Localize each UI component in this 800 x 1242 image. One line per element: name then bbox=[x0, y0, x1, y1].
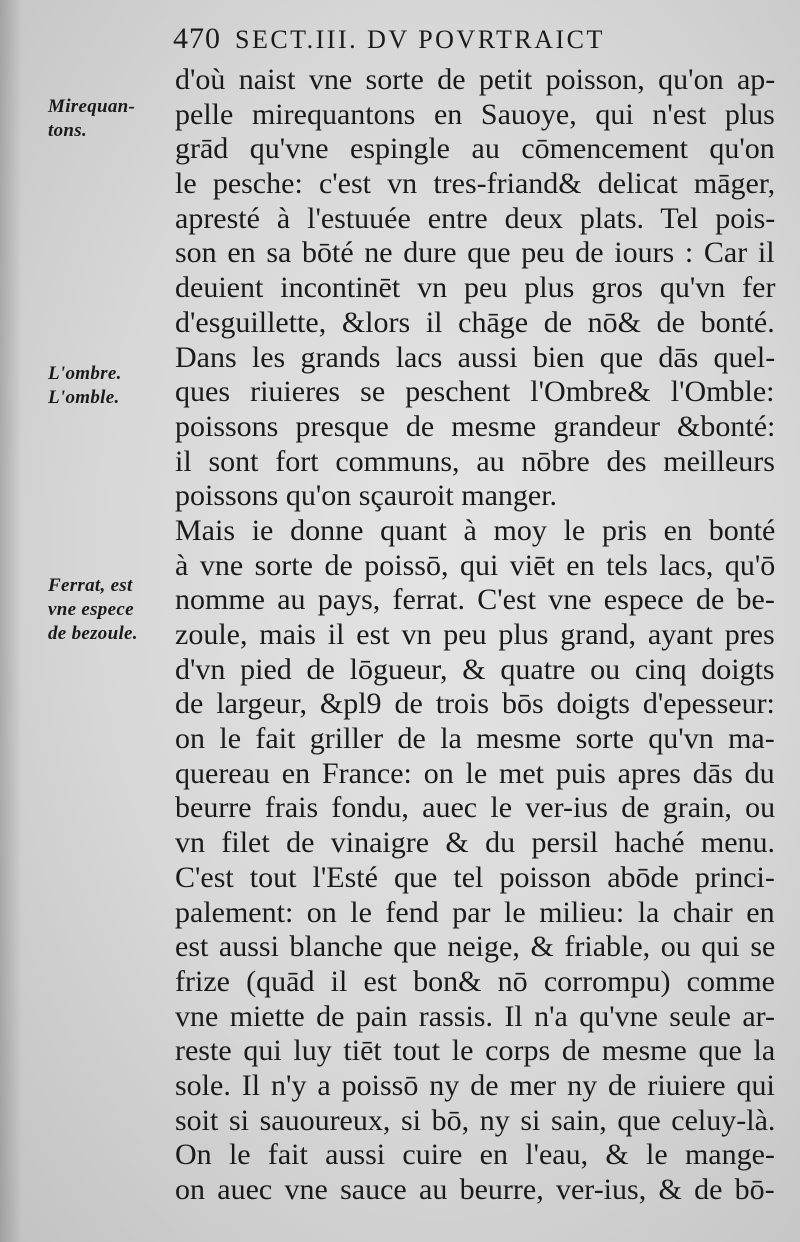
side-note-line: tons. bbox=[48, 120, 87, 141]
side-note-line: Ferrat, est bbox=[48, 575, 133, 596]
text-line: il sont fort communs, au nōbre des meilleurs bbox=[175, 444, 775, 478]
body-text bbox=[175, 63, 775, 1208]
text-line: de largeur, &pl9 de trois bōs doigts d'epesseur: bbox=[175, 687, 775, 721]
text-line: d'où naist vne sorte de petit poisson, qu'on ap- bbox=[175, 63, 776, 96]
text-line: frize (quād il est bon& nō corrompu) comme bbox=[175, 964, 775, 998]
side-note-mirequantons bbox=[48, 95, 173, 143]
side-note-line: Mirequan- bbox=[48, 96, 136, 117]
text-line: sole. Il n'y a poissō ny de mer ny de riuiere qui bbox=[175, 1068, 775, 1102]
text-line: deuient incontinēt vn peu plus gros qu'vn fer bbox=[175, 271, 776, 305]
text-line: le pesche: c'est vn tres-friand& delicat māger, bbox=[175, 167, 776, 201]
text-line: d'esguillette, &lors il chāge de nō& de bonté. bbox=[175, 305, 775, 339]
text-line: reste qui luy tiēt tout le corps de mesme que la bbox=[175, 1034, 776, 1068]
text-line: On le fait aussi cuire en l'eau, & le mange- bbox=[175, 1138, 775, 1172]
side-note-line: vne espece bbox=[48, 599, 134, 620]
side-note-line: de bezoule. bbox=[48, 623, 138, 644]
text-line: ques riuieres se peschent l'Ombre& l'Omble: bbox=[175, 375, 775, 409]
side-note-ferrat bbox=[48, 574, 173, 646]
text-line: à vne sorte de poissō, qui viēt en tels lacs, qu'ō bbox=[175, 548, 776, 582]
text-line: vne miette de pain rassis. Il n'a qu'vne seule ar- bbox=[175, 999, 776, 1033]
text-line: zoule, mais il est vn peu plus grand, ayant pres bbox=[175, 618, 775, 651]
text-line: beurre frais fondu, auec le ver-ius de grain, ou bbox=[175, 791, 776, 825]
text-line: grād qu'vne espingle au cōmencement qu'on bbox=[175, 132, 775, 166]
text-line: vn filet de vinaigre & du persil haché menu. bbox=[175, 826, 776, 860]
text-line: C'est tout l'Esté que tel poisson abōde princi- bbox=[175, 860, 775, 894]
text-line: est aussi blanche que neige, & friable, ou qui se bbox=[175, 930, 776, 964]
text-line: poissons presque de mesme grandeur &bonté: bbox=[175, 409, 776, 443]
side-note-ombre bbox=[48, 362, 173, 410]
text-line: on auec vne sauce au beurre, ver-ius, & de bō- bbox=[175, 1173, 775, 1206]
text-line: apresté à l'estuuée entre deux plats. Tel pois- bbox=[175, 201, 776, 235]
text-line: soit si sauoureux, si bō, ny si sain, que celuy-là. bbox=[175, 1103, 776, 1137]
text-line: on le fait griller de la mesme sorte qu'vn ma- bbox=[175, 722, 775, 756]
side-note-line: L'omble. bbox=[48, 387, 120, 408]
text-line: nomme au pays, ferrat. C'est vne espece de be- bbox=[175, 583, 775, 617]
text-line: poissons qu'on sçauroit manger. bbox=[175, 479, 558, 513]
side-note-line: L'ombre. bbox=[48, 363, 122, 384]
text-line: d'vn pied de lōgueur, & quatre ou cinq doigts bbox=[175, 652, 775, 686]
page-number: 470 bbox=[173, 22, 221, 55]
section-title: SECT.III. DV POVRTRAICT bbox=[235, 25, 605, 54]
running-head bbox=[173, 22, 605, 62]
text-line: Mais ie donne quant à moy le pris en bonté bbox=[175, 513, 776, 547]
text-line: son en sa bōté ne dure que peu de iours : Car il bbox=[175, 236, 775, 270]
text-line: Dans les grands lacs aussi bien que dās quel- bbox=[175, 340, 776, 374]
text-line: quereau en France: on le met puis apres dās du bbox=[175, 756, 775, 790]
text-line: pelle mirequantons en Sauoye, qui n'est plus bbox=[175, 97, 775, 131]
text-line: palement: on le fend par le milieu: la chair en bbox=[175, 895, 775, 929]
